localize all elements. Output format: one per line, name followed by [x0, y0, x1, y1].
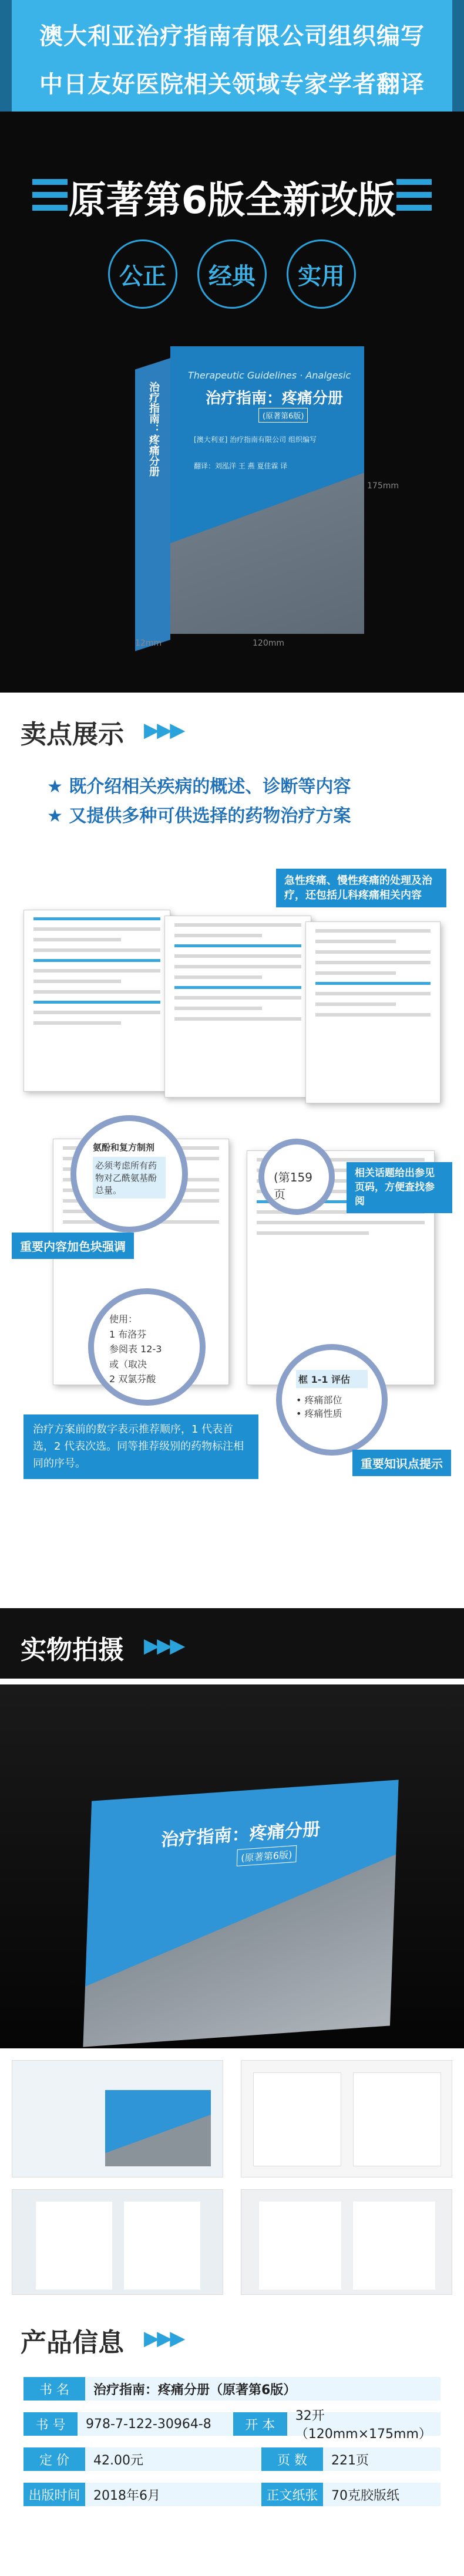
cover-edition-tag: (原著第6版)	[258, 408, 308, 423]
cover-english-title: Therapeutic Guidelines · Analgesic	[188, 370, 351, 381]
edition-title: 原著第6版全新改版	[68, 179, 396, 222]
photo-open-pages-2	[241, 2189, 452, 2295]
toc-page-1	[23, 910, 170, 1092]
callout-page-ref: 相关话题给出参见页码，方便查找参阅	[347, 1162, 452, 1213]
callout-key-point: 重要知识点提示	[352, 1450, 451, 1476]
dimension-height: 175mm	[367, 481, 399, 491]
recommendation-note: 治疗方案前的数字表示推荐顺序，1 代表首选，2 代表次选。同等推荐级别的药物标注相同的序号。	[23, 1414, 258, 1479]
selling-point-2: ★ 又提供多种可供选择的药物治疗方案	[47, 806, 351, 826]
cover-translators: 翻译：刘泓洋 王 燕 夏佳霖 译	[194, 462, 288, 470]
photo-open-toc	[241, 2060, 452, 2177]
photos-section	[0, 1608, 464, 2301]
photo-book-cover: 治疗指南：疼痛分册 (原著第6版)	[83, 1780, 398, 2047]
hero-banner	[0, 0, 464, 693]
zoom-highlight-box: 氨酚和复方制剂 必须考虑所有药物对乙酰氨基酚总量。	[70, 1115, 188, 1233]
book-cover	[170, 346, 364, 634]
selling-point-1: ★ 既介绍相关疾病的概述、诊断等内容	[47, 776, 351, 797]
callout-highlight: 重要内容加色块强调	[12, 1233, 134, 1259]
toc-page-3	[305, 921, 441, 1103]
dimension-depth: 12mm	[135, 639, 162, 648]
feature-badges	[0, 239, 464, 309]
spine-title: 治疗指南：疼痛分册	[147, 381, 160, 477]
photo-open-pages-1	[12, 2189, 223, 2295]
badge-practical: 实用	[287, 239, 356, 309]
zoom-knowledge-box: 框 1-1 评估 • 疼痛部位 • 疼痛性质	[276, 1344, 388, 1456]
info-heading: 产品信息	[21, 2328, 124, 2358]
product-info-section	[0, 2301, 464, 2576]
photos-heading-bar	[0, 1608, 464, 1679]
cover-author: [澳大利亚] 治疗指南有限公司 组织编写	[194, 435, 317, 444]
zoom-med-list: 使用： 1 布洛芬 参阅表 12-3 或（取决 2 双氯芬酸	[88, 1288, 206, 1406]
cover-title: 治疗指南：疼痛分册	[206, 390, 344, 407]
book-photo-main	[0, 1684, 464, 2048]
decor-bars-right-icon	[396, 179, 432, 211]
callout-content-scope: 急性疼痛、慢性疼痛的处理及治疗，还包括儿科疼痛相关内容	[276, 869, 446, 907]
photo-open-cover	[12, 2060, 223, 2177]
zoom-page-ref: (第159页	[258, 1139, 335, 1215]
book-mockup	[135, 346, 399, 651]
selling-heading-bar	[0, 693, 464, 763]
selling-points-section	[0, 693, 464, 1608]
info-row-isbn: 书 号 978-7-122-30964-8 开 本 32开（120mm×175mm）	[23, 2412, 441, 2436]
triple-arrow-icon: ▶▶▶	[144, 2327, 183, 2350]
toc-page-2	[164, 916, 311, 1098]
triple-arrow-icon: ▶▶▶	[144, 718, 183, 742]
info-row-date: 出版时间 2018年6月 正文纸张 70克胶版纸	[23, 2483, 441, 2506]
publisher-line: 澳大利亚治疗指南有限公司组织编写	[39, 23, 425, 50]
dimension-width: 120mm	[253, 639, 284, 648]
selling-heading: 卖点展示	[21, 720, 124, 749]
photos-heading: 实物拍摄	[21, 1635, 124, 1665]
translator-line: 中日友好医院相关领域专家学者翻译	[39, 71, 425, 98]
info-row-price: 定 价 42.00元 页 数 221页	[23, 2447, 441, 2471]
info-heading-bar	[0, 2301, 464, 2371]
badge-fair: 公正	[108, 239, 177, 309]
triple-arrow-icon: ▶▶▶	[144, 1634, 183, 1657]
info-row-title: 书 名 治疗指南：疼痛分册（原著第6版）	[23, 2377, 441, 2401]
badge-classic: 经典	[197, 239, 267, 309]
